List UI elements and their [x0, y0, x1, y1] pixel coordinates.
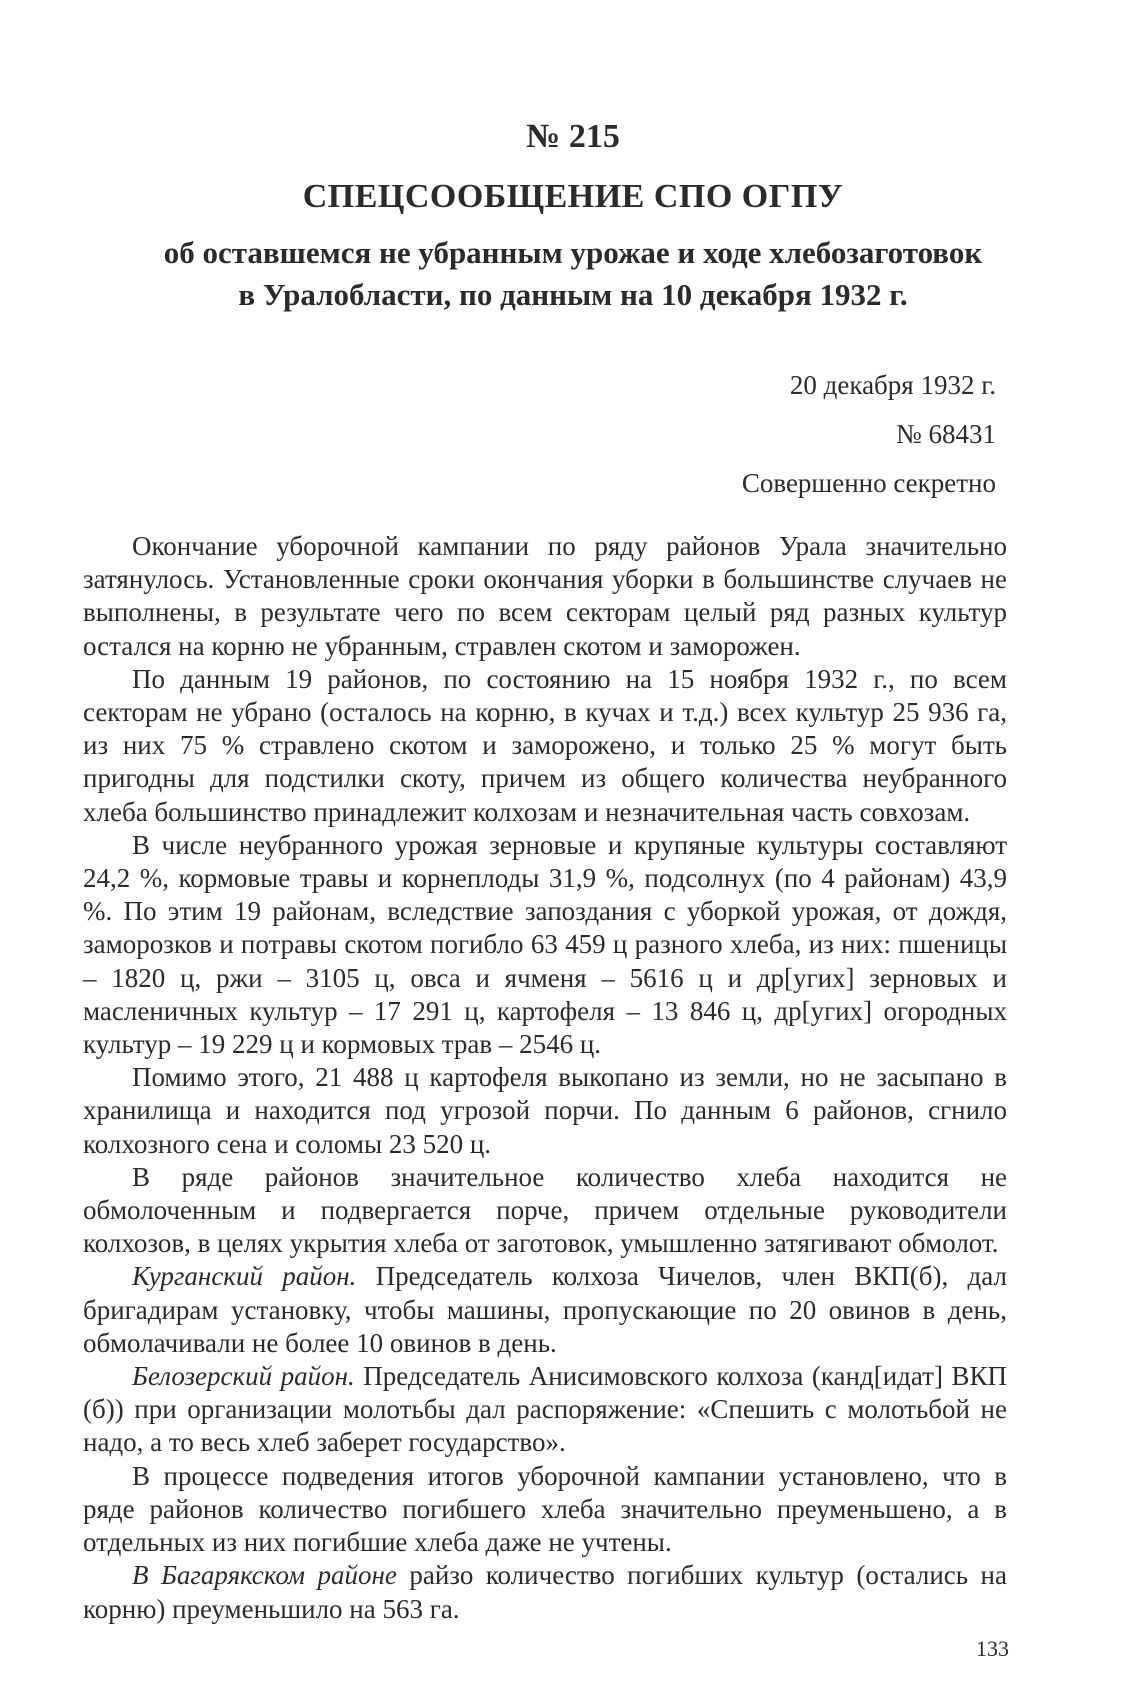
- paragraph-5: В ряде районов значительное количество хлеба находится не обмолоченным и подвергается порче, причем отдельные руководители колхозов, в целях укрытия хлеба от заготовок, умышленно затягивают обмолот.: [83, 1161, 1007, 1259]
- subject-line-2: в Уралобласти, по данным на 10 декабря 1932 г.: [238, 277, 908, 312]
- document-body: [83, 530, 1007, 1626]
- paragraph-9: [83, 1559, 1007, 1625]
- page-number: 133: [976, 1636, 1009, 1661]
- paragraph-8: В процессе подведения итогов уборочной кампании установлено, что в ряде районов количество погибшего хлеба значительно преуменьшено, а в отдельных из них погибшие хлеба даже не учтены.: [83, 1460, 1007, 1558]
- subject-line-1: об оставшемся не убранным урожае и ходе хлебозаготовок: [163, 235, 983, 270]
- paragraph-6-text: Председатель колхоза Чичелов, член ВКП(б), дал бригадирам установку, чтобы машины, пропускающие по 20 овинов в день, обмолачивали не более 10 овинов в день.: [83, 1261, 1007, 1358]
- paragraph-6: [83, 1260, 1007, 1360]
- paragraph-9-text: райзо количество погибших культур (остались на корню) преуменьшило на 563 га.: [83, 1560, 1007, 1624]
- paragraph-1: Окончание уборочной кампании по ряду районов Урала значительно затянулось. Установленные сроки окончания уборки в большинстве случаев не выполнены, в результате чего по всем секторам целый ряд разных культур остался на корню не убранным, стравлен скотом и заморожен.: [83, 531, 1007, 661]
- paragraph-3: В числе неубранного урожая зерновые и крупяные культуры составляют 24,2 %, кормовые травы и корнеплоды 31,9 %, подсолнух (по 4 районам) 43,9 %. По этим 19 районам, вследствие запоздания с уборкой урожая, от дождя, заморозков и потравы скотом погибло 63 459 ц разного хлеба, из них: пшеницы – 1820 ц, ржи – 3105 ц, овса и ячменя – 5616 ц и др[угих] зерновых и масленичных культур – 17 291 ц, картофеля – 13 846 ц, др[угих] огородных культур – 19 229 ц и кормовых трав – 2546 ц.: [83, 829, 1007, 1060]
- paragraph-4: Помимо этого, 21 488 ц картофеля выкопано из земли, но не засыпано в хранилища и находится под угрозой порчи. По данным 6 районов, сгнило колхозного сена и соломы 23 520 ц.: [83, 1062, 1007, 1159]
- document-type-title: СПЕЦСООБЩЕНИЕ СПО ОГПУ: [302, 178, 844, 215]
- paragraph-2: По данным 19 районов, по состоянию на 15 ноября 1932 г., по всем секторам не убрано (осталось на корню, в кучах и т.д.) всех культур 25 936 га, из них 75 % стравлено скотом и заморожено, и только 25 % могут быть пригодны для подстилки скоту, причем из общего количества неубранного хлеба большинство принадлежит колхозам и незначительная часть совхозам.: [83, 663, 1007, 827]
- paragraph-7-text: Председатель Анисимовского колхоза (канд[идат] ВКП (б)) при организации молотьбы дал распоряжение: «Спешить с молотьбой не надо, а то весь хлеб заберет государство».: [83, 1361, 1007, 1458]
- document-number: № 215: [526, 118, 620, 155]
- district-name-belozersk: Белозерский район.: [132, 1361, 355, 1392]
- document-subject: [0, 232, 1146, 316]
- district-name-bagaryak: В Багарякском районе: [132, 1560, 397, 1591]
- paragraph-7: [83, 1360, 1007, 1460]
- registration-number: № 68431: [895, 419, 996, 449]
- classification-label: Совершенно секретно: [741, 468, 996, 498]
- document-date: 20 декабря 1932 г.: [789, 370, 996, 400]
- district-name-kurgan: Курганский район.: [132, 1261, 357, 1292]
